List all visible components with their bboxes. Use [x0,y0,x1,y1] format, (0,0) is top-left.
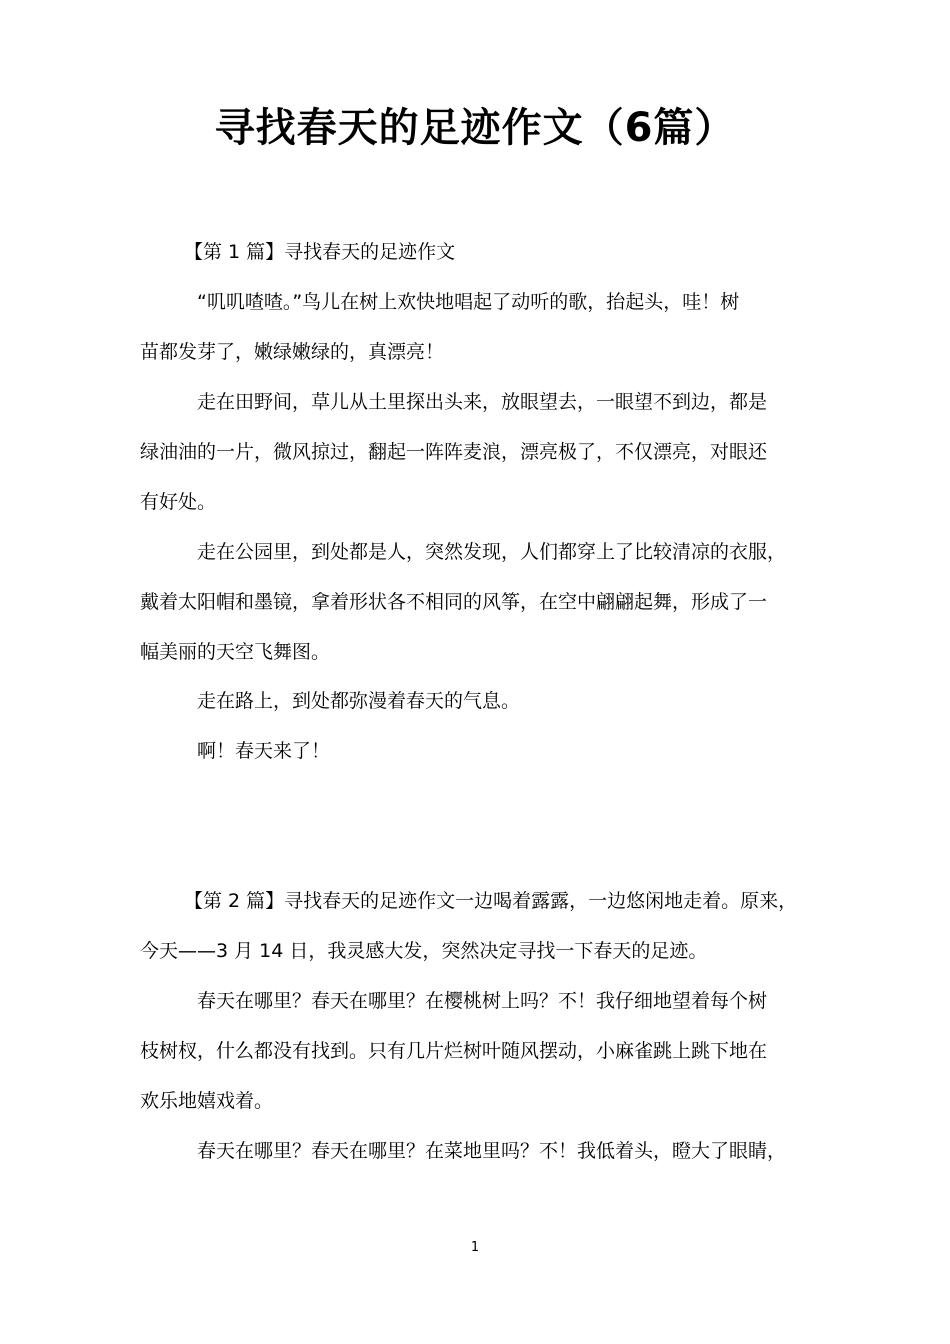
page-number: 1 [470,1240,480,1255]
section-2-paragraph-1-line-1: 春天在哪里？春天在哪里？在樱桃树上吗？不！我仔细地望着每个树 [197,990,768,1012]
section-2-heading-line-2: 今天——3 月 14 日，我灵感大发，突然决定寻找一下春天的足迹。 [140,940,708,962]
section-2-heading-line-1: 【第 2 篇】寻找春天的足迹作文一边喝着露露，一边悠闲地走着。原来， [184,890,798,912]
section-1-paragraph-2-line-3: 有好处。 [140,491,217,513]
section-1-paragraph-2-line-1: 走在田野间，草儿从土里探出头来，放眼望去，一眼望不到边，都是 [197,391,768,413]
section-1-paragraph-3-line-1: 走在公园里，到处都是人，突然发现，人们都穿上了比较清凉的衣服， [197,541,787,563]
section-1-heading: 【第 1 篇】寻找春天的足迹作文 [184,241,456,263]
section-1-paragraph-1-line-1: “叽叽喳喳。”鸟儿在树上欢快地唱起了动听的歌，抬起头，哇！树 [197,291,740,313]
section-1-paragraph-1-line-2: 苗都发芽了，嫩绿嫩绿的，真漂亮！ [140,341,445,363]
section-1-paragraph-3-line-3: 幅美丽的天空飞舞图。 [140,641,331,663]
section-1-paragraph-3-line-2: 戴着太阳帽和墨镜，拿着形状各不相同的风筝，在空中翩翩起舞，形成了一 [140,591,768,613]
section-2-paragraph-1-line-2: 枝树杈，什么都没有找到。只有几片烂树叶随风摆动，小麻雀跳上跳下地在 [140,1040,768,1062]
section-1-paragraph-4-line-1: 走在路上，到处都弥漫着春天的气息。 [197,690,521,712]
section-2-paragraph-1-line-3: 欢乐地嬉戏着。 [140,1090,274,1112]
section-1-paragraph-2-line-2: 绿油油的一片，微风掠过，翻起一阵阵麦浪，漂亮极了，不仅漂亮，对眼还 [140,441,768,463]
document-title: 寻找春天的足迹作文（6篇） [214,105,736,151]
section-1-paragraph-5-line-1: 啊！春天来了！ [197,740,331,762]
section-2-paragraph-2-line-1: 春天在哪里？春天在哪里？在菜地里吗？不！我低着头，瞪大了眼睛， [197,1140,787,1162]
